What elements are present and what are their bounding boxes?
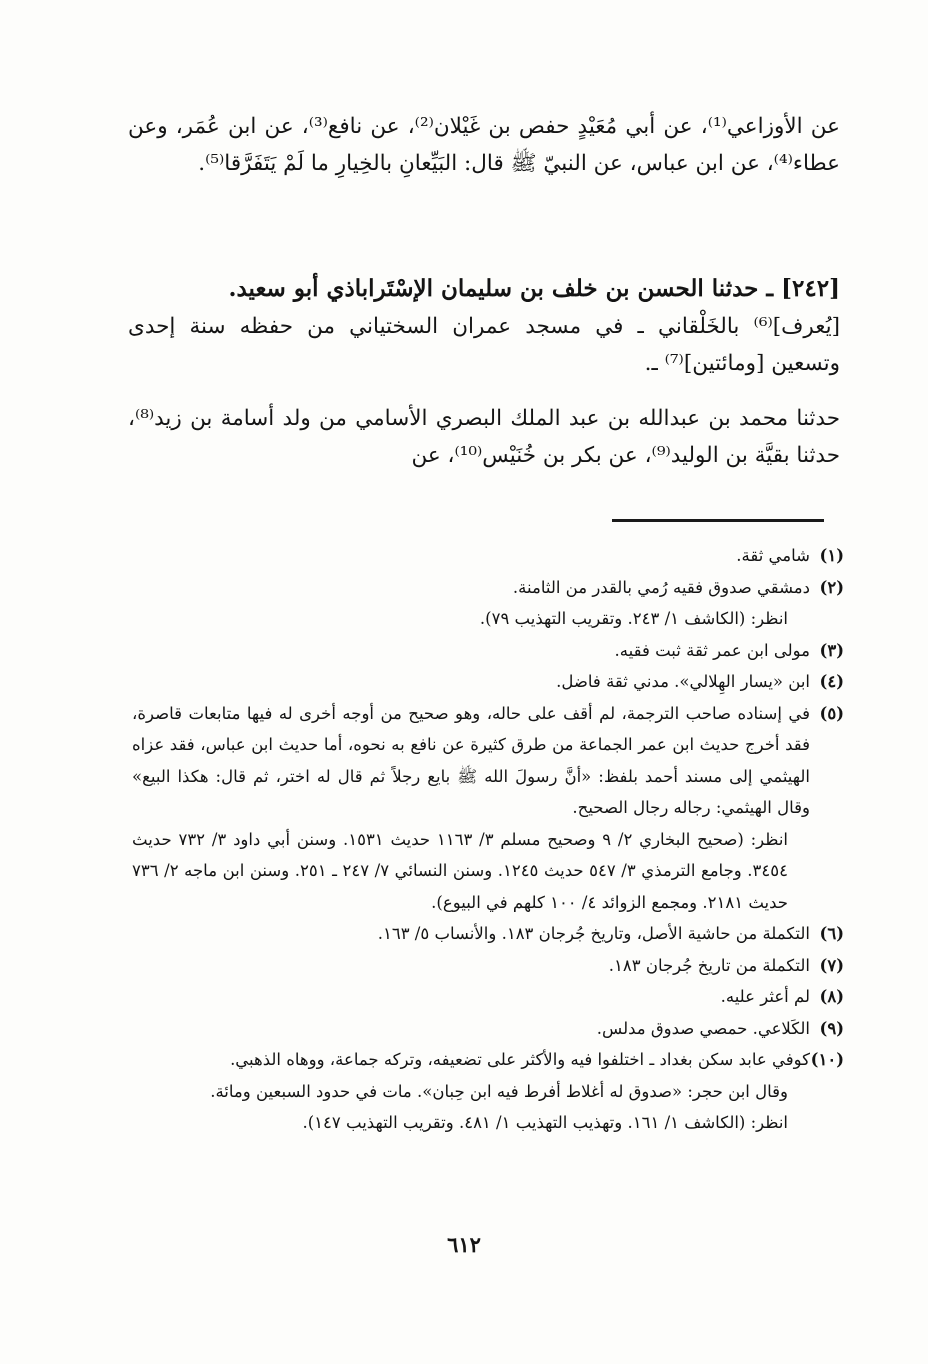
footnote-text: لم أعثر عليه.	[720, 987, 810, 1006]
footnote-text: الكَلاعي. حمصي صدوق مدلس.	[596, 1018, 810, 1038]
footnote-text: التكملة من حاشية الأصل، وتاريخ جُرجان ١٨٣. والأنساب ٥/ ١٦٣.	[377, 924, 810, 943]
footnote-6	[132, 918, 844, 950]
footnote-1	[132, 540, 844, 572]
footnote-7	[132, 950, 844, 982]
isnad-paragraph: حدثنا محمد بن عبدالله بن عبد الملك البصري الأسامي من ولد أسامة بن زيد⁽⁸⁾، حدثنا بقيَّة بن الوليد⁽⁹⁾، عن بكر بن خُنَيْس⁽¹⁰⁾، عن	[128, 406, 840, 468]
footnote-text: دمشقي صدوق فقيه رُمي بالقدر من الثامنة.	[512, 577, 810, 597]
footnote-number: (٨)	[819, 987, 844, 1006]
footnote-9	[132, 1013, 844, 1045]
footnote-number: (١)	[819, 546, 844, 565]
footnote-number: (٦)	[819, 924, 844, 943]
footnote-8	[132, 981, 844, 1013]
footnote-text: مولى ابن عمر ثقة ثبت فقيه.	[614, 640, 810, 660]
footnote-10	[132, 1044, 844, 1076]
footnote-number: (٤)	[819, 672, 844, 691]
footnote-number: (١٠)	[810, 1050, 844, 1069]
narrator-heading: [٢٤٢] ـ حدثنا الحسن بن خلف بن سليمان الإسْتَراباذي أبو سعيد.	[228, 275, 840, 302]
footnote-text: ابن «يسار الهِلالي». مدني ثقة فاضل.	[556, 672, 810, 691]
footnote-10-reference: انظر: (الكاشف ١/ ١٦١. وتهذيب التهذيب ١/ ٤٨١. وتقريب التهذيب ١٤٧).	[302, 1113, 788, 1132]
footnote-text: كوفي عابد سكن بغداد ـ اختلفوا فيه والأكثر على تضعيفه، وتركه جماعة، ووهاه الذهبي.	[230, 1050, 810, 1069]
page-number: ٦١٢	[447, 1232, 481, 1257]
footnote-number: (٥)	[819, 703, 844, 723]
footnote-3	[132, 635, 844, 667]
footnote-number: (٢)	[819, 577, 844, 597]
footnotes-section	[132, 540, 844, 1139]
footnote-5-reference: انظر: (صحيح البخاري ٢/ ٩ وصحيح مسلم ٣/ ١١٦٣ حديث ١٥٣١. وسنن أبي داود ٣/ ٧٣٢ حديث ٣٤٥٤. وجامع الترمذي ٣/ ٥٤٧ حديث ١٢٤٥. وسنن النسائي ٧/ ٢٤٧ ـ ٢٥١. وسنن ابن ماجه ٢/ ٧٣٦ حديث ٢١٨١. ومجمع الزوائد ٤/ ١٠٠ كلهم في البيوع).	[132, 829, 788, 912]
footnote-number: (٧)	[819, 955, 844, 975]
footnote-4	[132, 666, 844, 698]
footnote-2-reference: انظر: (الكاشف ١/ ٢٤٣. وتقريب التهذيب ٧٩).	[479, 609, 788, 628]
footnote-number: (٩)	[819, 1018, 844, 1038]
hadith-text-paragraph: عن الأوزاعي⁽¹⁾، عن أبي مُعَيْدٍ حفص بن غَيْلان⁽²⁾، عن نافع⁽³⁾، عن ابن عُمَر، وعن عطاء⁽⁴⁾، عن ابن عباس، عن النبيّ ﷺ قال: البَيِّعانِ بالخِيارِ ما لَمْ يَتَفَرَّقا⁽⁵⁾.	[128, 114, 840, 176]
footnote-5	[132, 698, 844, 824]
footnote-text: التكملة من تاريخ جُرجان ١٨٣.	[608, 955, 810, 975]
footnote-divider	[612, 519, 824, 522]
footnote-text: شامي ثقة.	[736, 546, 810, 565]
footnote-text: في إسناده صاحب الترجمة، لم أقف على حاله، وهو صحيح من أوجه أخرى له فيها متابعات قاصرة، فقد أخرج حديث ابن عمر الجماعة من طرق كثيرة عن نافع به نحوه، أما حديث ابن عباس، فقد عزاه الهيثمي إلى مسند أحمد بلفظ: «أنَّ رسولَ الله ﷺ بايع رجلاً ثم قال له اختر، ثم قال: هكذا البيع» وقال الهيثمي: رجاله رجال الصحيح.	[132, 703, 810, 817]
footnote-2	[132, 572, 844, 604]
footnote-10-quote: وقال ابن حجر: «صدوق له أغلاط أفرط فيه ابن حِبان». مات في حدود السبعين ومائة.	[210, 1081, 788, 1101]
narrator-description-paragraph: [يُعرف]⁽⁶⁾ بالخَلْقاني ـ في مسجد عمران السختياني من حفظه سنة إحدى وتسعين [ومائتين]⁽⁷⁾ ـ.	[128, 314, 840, 376]
footnote-number: (٣)	[819, 640, 844, 660]
